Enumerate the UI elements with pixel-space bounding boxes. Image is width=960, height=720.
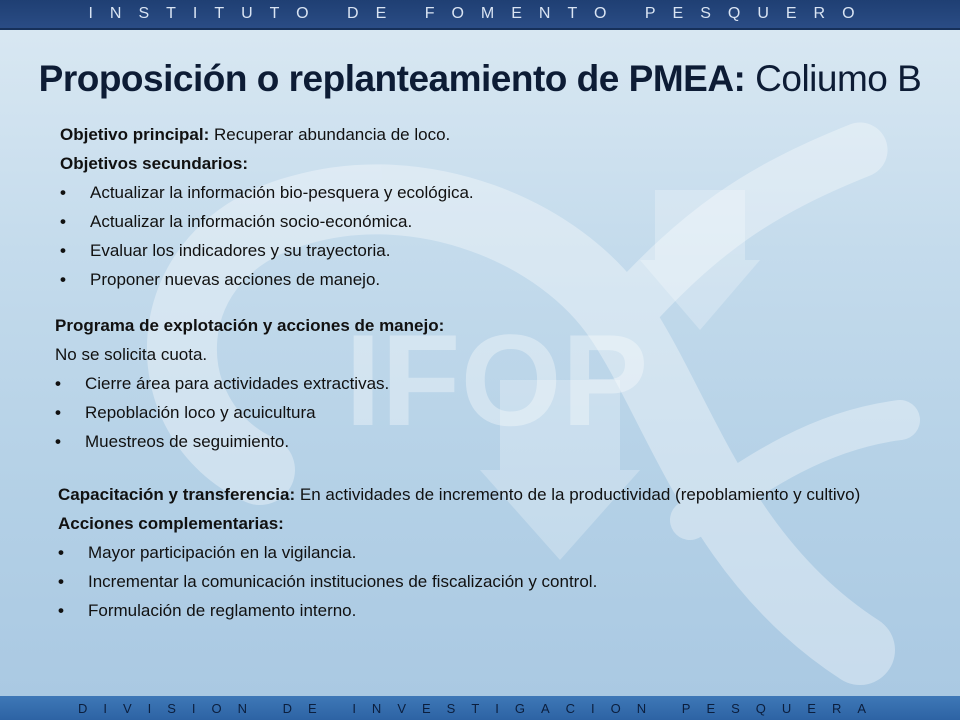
list-item: • Proponer nuevas acciones de manejo. <box>60 265 920 294</box>
objectives-section <box>60 120 920 294</box>
main-objective-label: Objetivo principal: <box>60 125 210 144</box>
footer-band <box>0 696 960 720</box>
list-item: • Cierre área para actividades extractivas. <box>55 369 915 398</box>
watermark-logo-text: IFOP <box>345 307 649 453</box>
exploitation-program-heading <box>55 311 915 340</box>
complementary-actions-label: Acciones complementarias: <box>58 514 284 533</box>
secondary-objectives-heading <box>60 149 920 178</box>
exploitation-program-label: Programa de explotación y acciones de manejo: <box>55 316 445 335</box>
page-title <box>0 58 960 100</box>
header-institution-name: INSTITUTO DE FOMENTO PESQUERO <box>88 5 872 22</box>
training-transfer <box>58 480 918 509</box>
main-objective-value: Recuperar abundancia de loco. <box>209 125 451 144</box>
list-item: • Muestreos de seguimiento. <box>55 427 915 456</box>
page-title-bold: Proposición o replanteamiento de PMEA: <box>38 58 746 99</box>
list-item: • Mayor participación en la vigilancia. <box>58 538 918 567</box>
list-item: • Evaluar los indicadores y su trayectoria. <box>60 236 920 265</box>
training-section <box>58 480 918 625</box>
list-item: • Incrementar la comunicación instituciones de fiscalización y control. <box>58 567 918 596</box>
page-title-suffix: Coliumo B <box>745 58 922 99</box>
footer-division-name: DIVISION DE INVESTIGACION PESQUERA <box>77 700 883 716</box>
list-item: • Repoblación loco y acuicultura <box>55 398 915 427</box>
list-item: • Actualizar la información socio-económica. <box>60 207 920 236</box>
management-actions-list <box>55 369 915 456</box>
list-item: • Formulación de reglamento interno. <box>58 596 918 625</box>
exploitation-program-section <box>55 311 915 456</box>
secondary-objectives-label: Objetivos secundarios: <box>60 154 248 173</box>
list-item: • Actualizar la información bio-pesquera y ecológica. <box>60 178 920 207</box>
main-objective <box>60 120 920 149</box>
complementary-actions-heading <box>58 509 918 538</box>
quota-note: No se solicita cuota. <box>55 345 208 364</box>
training-value: En actividades de incremento de la productividad (repoblamiento y cultivo) <box>295 485 861 504</box>
secondary-objectives-list <box>60 178 920 294</box>
header-band <box>0 0 960 30</box>
complementary-actions-list <box>58 538 918 625</box>
training-label: Capacitación y transferencia: <box>58 485 296 504</box>
